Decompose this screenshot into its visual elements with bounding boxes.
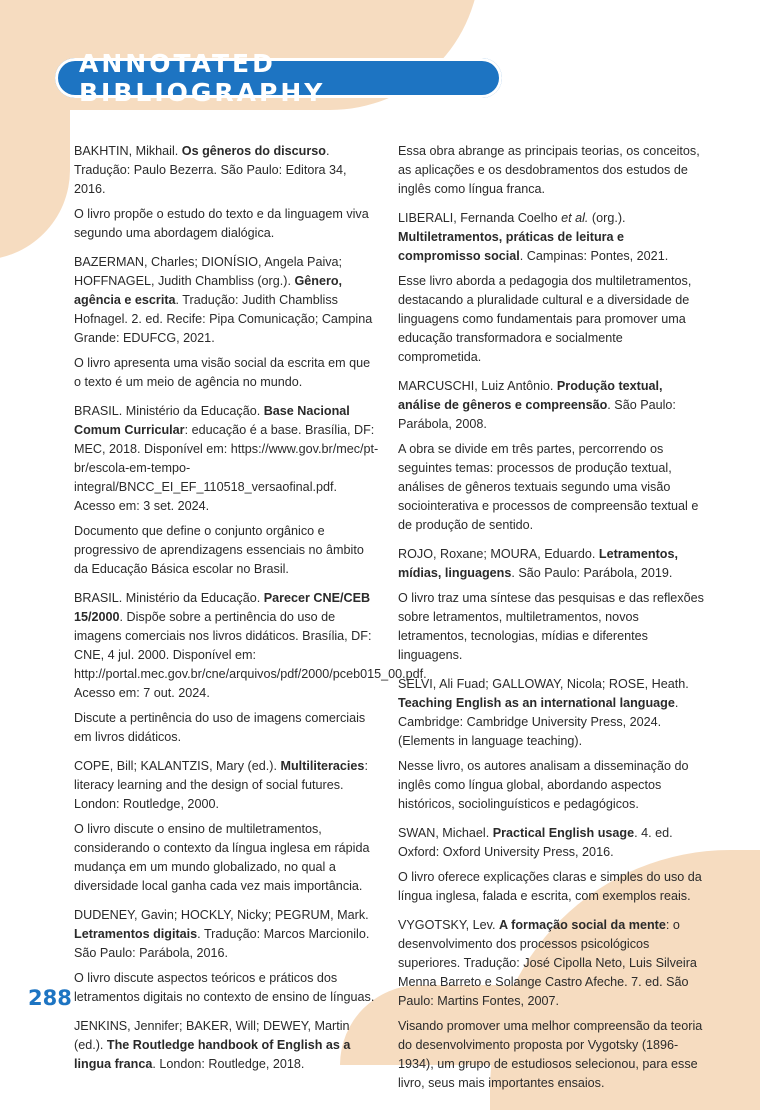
bibliography-entry <box>74 253 380 392</box>
entry-description: O livro propõe o estudo do texto e da linguagem viva segundo uma abordagem dialógica. <box>74 207 369 240</box>
bibliography-entry <box>74 589 427 747</box>
entry-title: Teaching English as an international language <box>398 696 675 710</box>
page-number: 288 <box>28 986 72 1010</box>
entry-reference: BAKHTIN, Mikhail. Os gêneros do discurso. Tradução: Paulo Bezerra. São Paulo: Editora 34, 2016. <box>74 144 347 196</box>
entry-reference: SWAN, Michael. Practical English usage. 4. ed. Oxford: Oxford University Press, 2016. <box>398 826 673 859</box>
bibliography-entry <box>398 209 704 367</box>
entry-reference: VYGOTSKY, Lev. A formação social da mente: o desenvolvimento dos processos psicológicos superiores. Tradução: José Cipolla Neto, Luis Silveira Menna Barreto e Solange Castro Afeche. 7. ed. São Paulo: Martins Fontes, 2007. <box>398 918 697 1008</box>
page-title-banner <box>55 49 502 107</box>
entry-reference: BAZERMAN, Charles; DIONÍSIO, Angela Paiva; HOFFNAGEL, Judith Chambliss (org.). Gênero, agência e escrita. Tradução: Judith Chambliss Hofnagel. 2. ed. Recife: Pipa Comunicação; Campina Grande: EDUFCG, 2021. <box>74 255 373 345</box>
left-column <box>74 142 427 1084</box>
entry-reference: SELVI, Ali Fuad; GALLOWAY, Nicola; ROSE, Heath. Teaching English as an international language. Cambridge: Cambridge University Press, 2024. (Elements in language teaching). <box>398 677 689 748</box>
bibliography-entry <box>398 824 704 906</box>
entry-reference: MARCUSCHI, Luiz Antônio. Produção textual, análise de gêneros e compreensão. São Paulo: Parábola, 2008. <box>398 379 676 431</box>
bibliography-entry <box>74 402 380 579</box>
entry-description: Discute a pertinência do uso de imagens comerciais em livros didáticos. <box>74 711 366 744</box>
entry-description: O livro discute aspectos teóricos e práticos dos letramentos digitais no contexto de ensino de línguas. <box>74 971 375 1004</box>
entry-description: Nesse livro, os autores analisam a disseminação do inglês como língua global, abordando aspectos históricos, sociolinguísticos e pedagógicos. <box>398 759 689 811</box>
bibliography-entry <box>398 545 704 665</box>
entry-title: A formação social da mente <box>499 918 666 932</box>
entry-reference: JENKINS, Jennifer; BAKER, Will; DEWEY, Martin (ed.). The Routledge handbook of English as a lingua franca. London: Routledge, 2018. <box>74 1019 351 1071</box>
entry-title: Multiletramentos, práticas de leitura e compromisso social <box>398 230 625 263</box>
entry-description: O livro traz uma síntese das pesquisas e das reflexões sobre letramentos, multiletramentos, novos letramentos, tecnologias, mídias e diferentes linguagens. <box>398 591 704 662</box>
entry-reference: DUDENEY, Gavin; HOCKLY, Nicky; PEGRUM, Mark. Letramentos digitais. Tradução: Marcos Marcionilo. São Paulo: Parábola, 2016. <box>74 908 370 960</box>
entry-title: Parecer CNE/CEB 15/2000 <box>74 591 371 624</box>
entry-title: The Routledge handbook of English as a lingua franca <box>74 1038 351 1071</box>
entry-reference: ROJO, Roxane; MOURA, Eduardo. Letramentos, mídias, linguagens. São Paulo: Parábola, 2019. <box>398 547 678 580</box>
entry-description: Esse livro aborda a pedagogia dos multiletramentos, destacando a pluralidade cultural e a diversidade de linguagens como fundamentais para promover uma educação transformadora e socialmente comprometida. <box>398 274 692 364</box>
entry-description: O livro apresenta uma visão social da escrita em que o texto é um meio de agência no mundo. <box>74 356 371 389</box>
bibliography-entry <box>398 675 704 814</box>
bibliography-entry <box>398 916 704 1093</box>
entry-reference: LIBERALI, Fernanda Coelho et al. (org.). Multiletramentos, práticas de leitura e compromisso social. Campinas: Pontes, 2021. <box>398 211 669 263</box>
entry-title: Letramentos, mídias, linguagens <box>398 547 678 580</box>
entry-description: O livro oferece explicações claras e simples do uso da língua inglesa, falada e escrita, com exemplos reais. <box>398 870 702 903</box>
entry-title: Practical English usage <box>492 826 635 840</box>
entry-title: Base Nacional Comum Curricular <box>74 404 350 437</box>
right-column <box>398 142 704 1103</box>
entry-description: Documento que define o conjunto orgânico e progressivo de aprendizagens essenciais no âmbito da Educação Básica escolar no Brasil. <box>74 524 364 576</box>
page-title: ANNOTATED BIBLIOGRAPHY <box>79 49 326 107</box>
entry-title: Os gêneros do discurso <box>181 144 326 158</box>
entry-title: Multiliteracies <box>280 759 365 773</box>
entry-reference: COPE, Bill; KALANTZIS, Mary (ed.). Multiliteracies: literacy learning and the design of social futures. London: Routledge, 2000. <box>74 759 368 811</box>
entry-title: Letramentos digitais <box>74 927 198 941</box>
entry-reference: BRASIL. Ministério da Educação. Parecer CNE/CEB 15/2000. Dispõe sobre a pertinência do uso de imagens comerciais nos livros didáticos. Brasília, DF: CNE, 4 jul. 2000. Disponível em: http://portal.mec.gov.br/cne/arquivos/pdf/2000/pceb015_00.pdf. Acesso em: 7 out. 2024. <box>74 591 427 700</box>
entry-description: Essa obra abrange as principais teorias, os conceitos, as aplicações e os desdobramentos dos estudos de inglês como língua franca. <box>398 144 700 196</box>
bibliography-entry <box>398 142 704 199</box>
bibliography-entry <box>74 757 380 896</box>
entry-title: Gênero, agência e escrita <box>74 274 343 307</box>
bibliography-entry <box>398 377 704 535</box>
entry-reference: BRASIL. Ministério da Educação. Base Nacional Comum Curricular: educação é a base. Brasília, DF: MEC, 2018. Disponível em: https://www.gov.br/mec/pt-br/escola-em-tempo-integral/BNCC_EI_EF_110518_versaofinal.pdf. Acesso em: 3 set. 2024. <box>74 404 379 513</box>
entry-description: A obra se divide em três partes, percorrendo os seguintes temas: processos de produção textual, análises de gêneros textuais segundo uma visão sociointerativa e processos de compreensão textual e de produção de sentido. <box>398 442 699 532</box>
bibliography-entry <box>74 906 380 1007</box>
entry-title: Produção textual, análise de gêneros e compreensão <box>398 379 663 412</box>
bibliography-entry <box>74 1017 380 1074</box>
entry-description: O livro discute o ensino de multiletramentos, considerando o contexto da língua inglesa em rápida mudança em um mundo globalizado, no qual a diversidade local ganha cada vez mais importância. <box>74 822 370 893</box>
bibliography-entry <box>74 142 380 243</box>
entry-description: Visando promover uma melhor compreensão da teoria do desenvolvimento proposta por Vygotsky (1896-1934), um grupo de estudiosos selecionou, para esse livro, seus mais importantes ensaios. <box>398 1019 703 1090</box>
